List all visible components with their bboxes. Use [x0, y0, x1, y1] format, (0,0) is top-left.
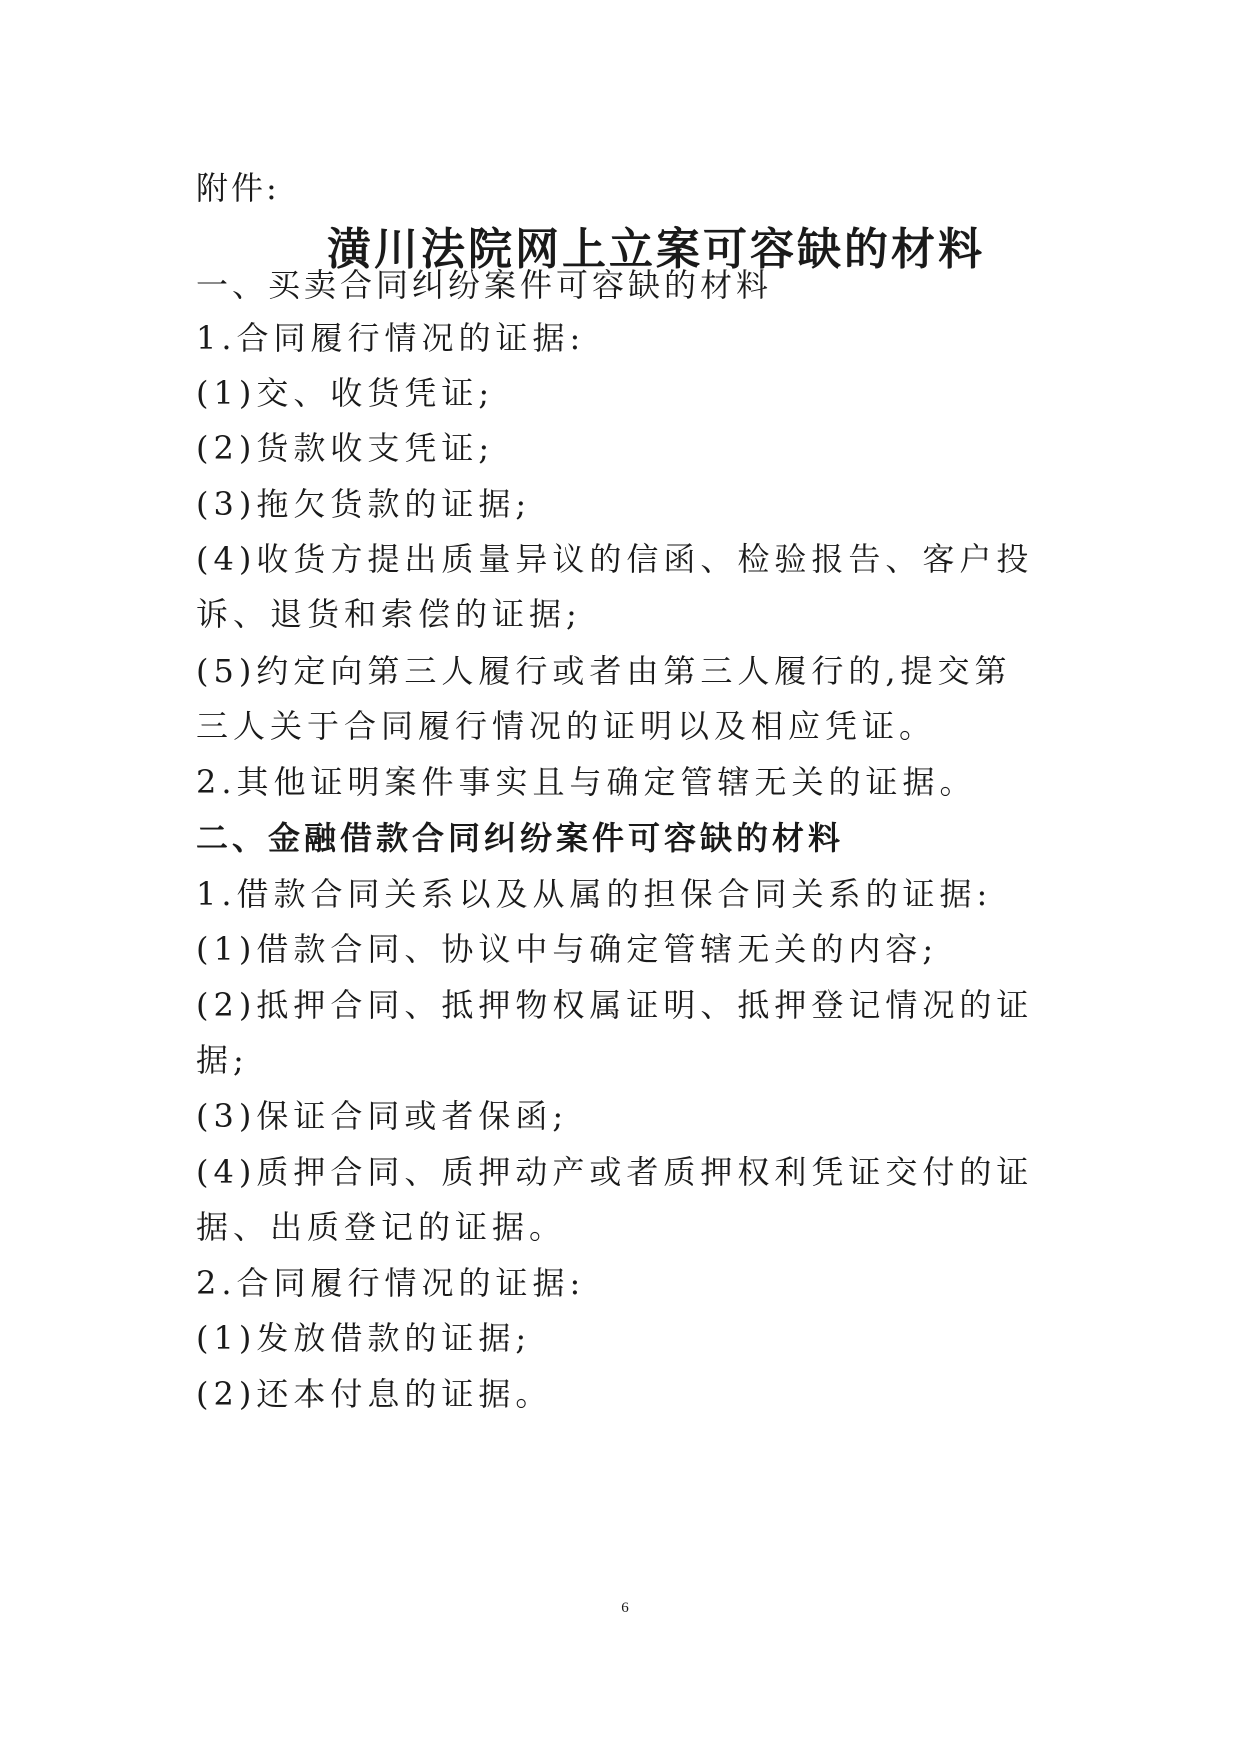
- section-2-item-2: 2.合同履行情况的证据:: [196, 1264, 586, 1302]
- section-2-item-1-2-line-2: 据;: [196, 1041, 249, 1079]
- section-1-heading: 一、买卖合同纠纷案件可容缺的材料: [196, 266, 773, 304]
- section-1-item-1-4-line-2: 诉、退货和索偿的证据;: [196, 595, 582, 633]
- section-1-item-1-1: (1)交、收货凭证;: [196, 374, 495, 412]
- section-2-item-1-1: (1)借款合同、协议中与确定管辖无关的内容;: [196, 930, 939, 968]
- section-1-item-1-5-line-2: 三人关于合同履行情况的证明以及相应凭证。: [196, 707, 937, 745]
- section-1-item-1-3: (3)拖欠货款的证据;: [196, 485, 532, 523]
- section-2-item-1: 1.借款合同关系以及从属的担保合同关系的证据:: [196, 875, 993, 913]
- document-title: 潢川法院网上立案可容缺的材料: [327, 224, 985, 275]
- section-2-item-2-1: (1)发放借款的证据;: [196, 1319, 532, 1357]
- section-1-item-1-2: (2)货款收支凭证;: [196, 429, 495, 467]
- section-2-item-2-2: (2)还本付息的证据。: [196, 1375, 553, 1413]
- section-2-item-1-4-line-1: (4)质押合同、质押动产或者质押权利凭证交付的证: [196, 1153, 1034, 1191]
- section-2-item-1-3: (3)保证合同或者保函;: [196, 1097, 569, 1135]
- section-2-item-1-4-line-2: 据、出质登记的证据。: [196, 1208, 567, 1246]
- section-1-item-1-4-line-1: (4)收货方提出质量异议的信函、检验报告、客户投: [196, 540, 1034, 578]
- section-1-item-2: 2.其他证明案件事实且与确定管辖无关的证据。: [196, 763, 977, 801]
- section-2-item-1-2-line-1: (2)抵押合同、抵押物权属证明、抵押登记情况的证: [196, 986, 1034, 1024]
- attachment-label: 附件:: [196, 169, 280, 207]
- section-1-item-1-5-line-1: (5)约定向第三人履行或者由第三人履行的,提交第: [196, 652, 1012, 690]
- section-1-item-1: 1.合同履行情况的证据:: [196, 319, 586, 357]
- page-number: 6: [621, 1600, 629, 1616]
- section-2-heading: 二、金融借款合同纠纷案件可容缺的材料: [196, 819, 845, 857]
